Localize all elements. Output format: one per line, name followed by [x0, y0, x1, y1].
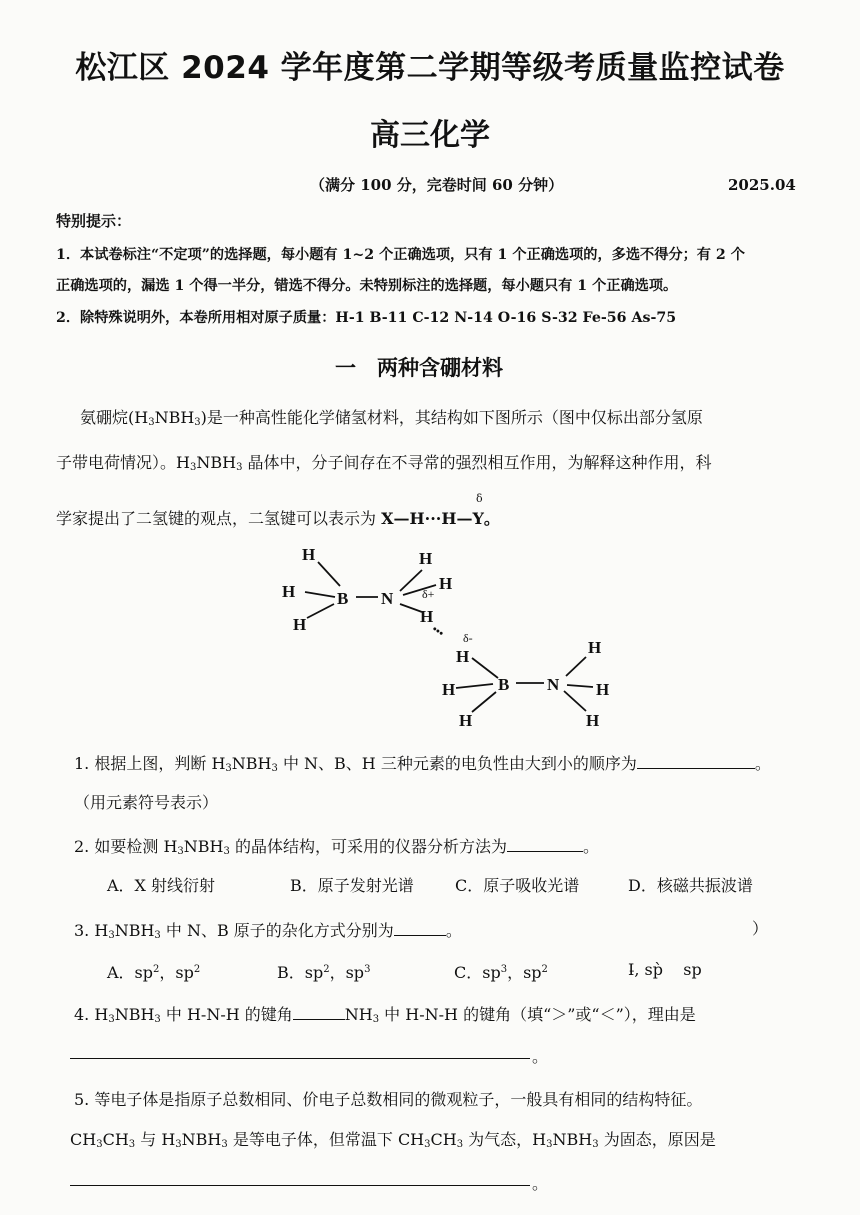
atom-h-delta-plus: H	[420, 607, 434, 626]
q3-option-a[interactable]: A．$sp^2$，$sp^2$	[107, 963, 201, 982]
atom-h: H	[596, 680, 610, 699]
q2-option-b[interactable]: B．原子发射光谱	[290, 876, 414, 895]
q2-option-c[interactable]: C．原子吸收光谱	[455, 876, 580, 895]
question-3: 3. $H_3NBH_3$ 中 N、B 原子的杂化方式分别为 。	[74, 921, 462, 941]
delta-minus-label: δ-	[463, 631, 473, 645]
question-5-line-1: 5. 等电子体是指原子总数相同、价电子总数相同的微观粒子，一般具有相同的结构特征。	[74, 1090, 703, 1109]
answer-blank-1[interactable]	[637, 754, 755, 769]
subject-title: 高三化学	[370, 118, 490, 153]
answer-line-4[interactable]	[70, 1058, 530, 1059]
question-2: 2. 如要检测 $H_3NBH_3$ 的晶体结构，可采用的仪器分析方法为 。	[74, 837, 599, 857]
ammonia-borane-structure-figure	[260, 540, 640, 740]
delta-plus-label: δ+	[422, 587, 435, 601]
answer-blank-4a[interactable]	[293, 1005, 345, 1020]
answer-blank-2[interactable]	[507, 837, 583, 852]
question-1: 1. 根据上图，判断 $H_3NBH_3$ 中 N、B、H 三种元素的电负性由大到小的顺序为 。	[74, 754, 771, 774]
atom-h: H	[439, 574, 453, 593]
notice-line-3: 2．除特殊说明外，本卷所用相对原子质量：H-1 B-11 C-12 N-14 O-16 S-32 Fe-56 As-75	[56, 310, 677, 326]
q4-end-mark: 。	[532, 1047, 549, 1066]
atom-h: H	[293, 615, 307, 634]
atom-h: H	[586, 711, 600, 730]
notice-line-2: 正确选项的，漏选 1 个得一半分，错选不得分。未特别标注的选择题，每小题只有 1 个正确选项。	[56, 278, 678, 294]
q3-option-c[interactable]: C．$sp^3$，$sp^2$	[454, 963, 548, 982]
atom-h: H	[282, 582, 296, 601]
q5-end-mark: 。	[532, 1174, 549, 1193]
dihydrogen-bond-dots: •••	[429, 623, 446, 640]
answer-line-5[interactable]	[70, 1185, 530, 1186]
intro-line-3: 学家提出了二氢键的观点，二氢键可以表示为 X—H···H—Y。	[56, 509, 500, 528]
atom-nitrogen: N	[381, 589, 394, 608]
intro-line-1: 氨硼烷$(H_3NBH_3)$是一种高性能化学储氢材料，其结构如下图所示（图中仅标出部分氢原	[80, 408, 703, 428]
atom-h: H	[302, 545, 316, 564]
q2-option-a[interactable]: A．X 射线衍射	[107, 876, 216, 895]
dihydrogen-bond-notation: X—H···H—Y。	[381, 509, 500, 528]
delta-label: δ	[476, 492, 483, 505]
exam-meta: （满分 100 分，完卷时间 60 分钟）	[310, 176, 564, 194]
q2-option-d[interactable]: D．核磁共振波谱	[628, 876, 753, 895]
atom-h: H	[588, 638, 602, 657]
q3-stray-paren: ）	[752, 919, 769, 938]
answer-blank-3[interactable]	[394, 921, 446, 936]
exam-title: 松江区 2024 学年度第二学期等级考质量监控试卷	[75, 50, 785, 86]
atom-h: H	[459, 711, 473, 730]
notice-heading: 特别提示：	[56, 212, 132, 230]
notice-line-1: 1．本试卷标注“不定项”的选择题，每小题有 1~2 个正确选项，只有 1 个正确选项的，多选不得分；有 2 个	[56, 247, 745, 263]
atom-h: H	[442, 680, 456, 699]
exam-date: 2025.04	[728, 176, 796, 194]
section-title: 一 两种含硼材料	[335, 356, 503, 380]
question-5-line-2: $CH_3CH_3$ 与 $H_3NBH_3$ 是等电子体，但常温下 $CH_3CH_3$ 为气态，$H_3NBH_3$ 为固态，原因是	[70, 1130, 716, 1150]
atom-h-delta-minus: H	[456, 647, 470, 666]
q3-option-d[interactable]: I̵, sp̀ sp	[628, 960, 702, 979]
question-1-note: （用元素符号表示）	[74, 793, 219, 812]
atom-h: H	[419, 549, 433, 568]
atom-boron: B	[337, 589, 349, 608]
question-4: 4. $H_3NBH_3$ 中 H-N-H 的键角 $NH_3$ 中 H-N-H 的键角（填“＞”或“＜”），理由是	[74, 1005, 696, 1025]
atom-boron: B	[498, 675, 510, 694]
q3-option-b[interactable]: B．$sp^2$，$sp^3$	[277, 963, 371, 982]
atom-nitrogen: N	[547, 675, 560, 694]
intro-line-2: 子带电荷情况）。$H_3NBH_3$ 晶体中，分子间存在不寻常的强烈相互作用，为解释这种作用，科	[56, 453, 712, 473]
